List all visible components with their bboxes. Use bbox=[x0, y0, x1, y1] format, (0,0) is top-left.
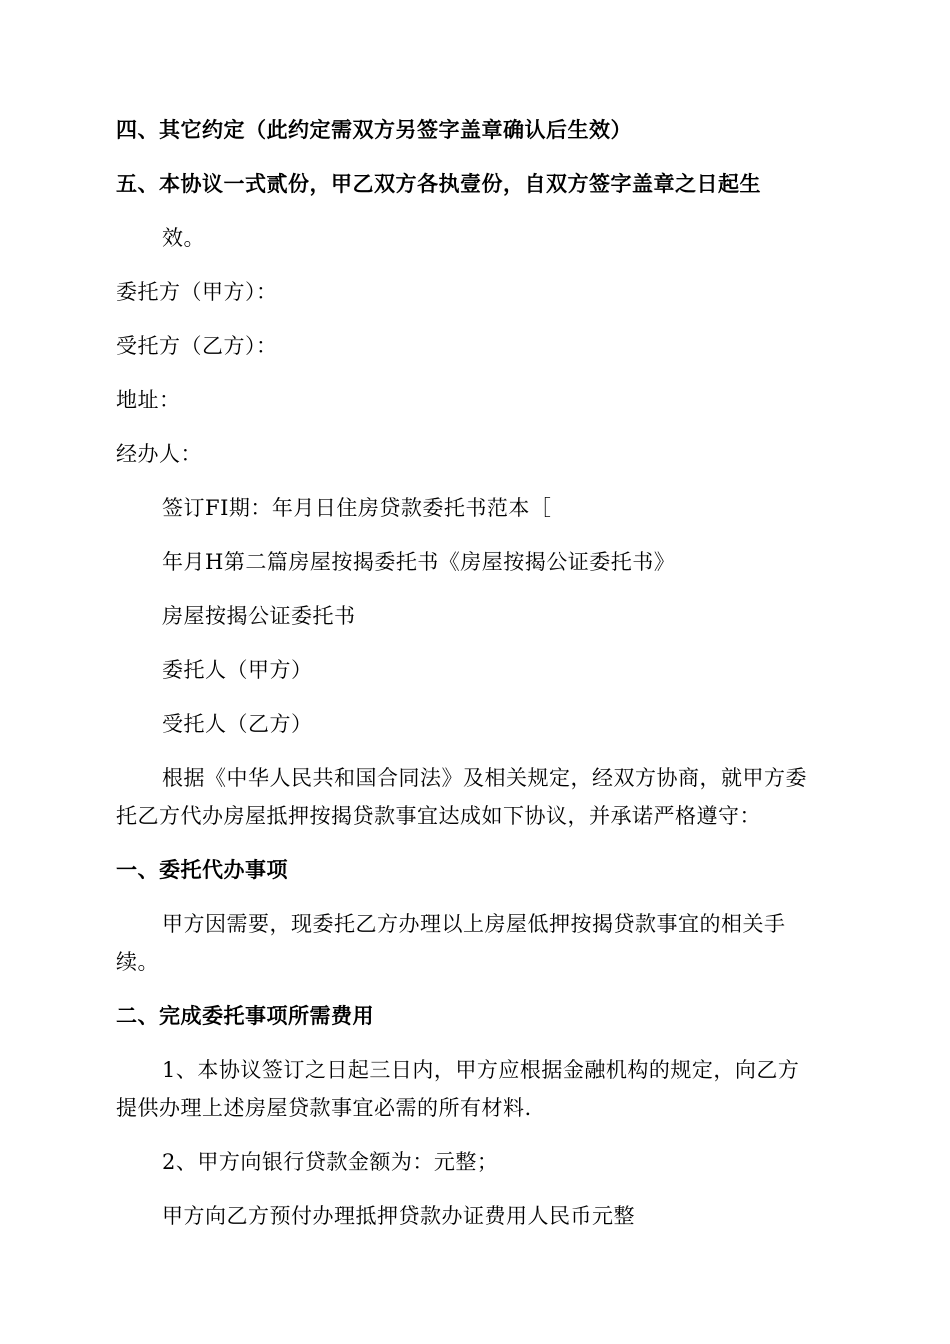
section-5-heading: 五、本协议一式贰份，甲乙双方各执壹份，自双方签字盖章之日起生 bbox=[116, 172, 761, 196]
signing-date-line: 签订FI期：年月日住房贷款委托书范本［ bbox=[162, 496, 552, 520]
clause-1-line-1: 1、本协议签订之日起三日内，甲方应根据金融机构的规定，向乙方 bbox=[162, 1058, 800, 1082]
principal-label: 委托人（甲方） bbox=[162, 658, 313, 682]
preamble-line-1: 根据《中华人民共和国合同法》及相关规定，经双方协商，就甲方委 bbox=[162, 766, 807, 790]
address-label: 地址： bbox=[116, 388, 181, 412]
document-title: 房屋按揭公证委托书 bbox=[162, 604, 356, 628]
agent-label: 受托人（乙方） bbox=[162, 712, 313, 736]
section-5-continuation: 效。 bbox=[162, 226, 205, 250]
section-2-heading: 二、完成委托事项所需费用 bbox=[116, 1004, 374, 1028]
section-1-heading: 一、委托代办事项 bbox=[116, 858, 288, 882]
handler-label: 经办人： bbox=[116, 442, 202, 466]
clause-2-line: 2、甲方向银行贷款金额为：元整； bbox=[162, 1150, 499, 1174]
principal-party-label: 委托方（甲方）： bbox=[116, 280, 278, 304]
agent-party-label: 受托方（乙方）： bbox=[116, 334, 278, 358]
preamble-line-2: 托乙方代办房屋抵押按揭贷款事宜达成如下协议，并承诺严格遵守： bbox=[116, 804, 761, 828]
prepayment-line: 甲方向乙方预付办理抵押贷款办证费用人民币元整 bbox=[162, 1204, 635, 1228]
section-4-heading: 四、其它约定（此约定需双方另签字盖章确认后生效） bbox=[116, 118, 632, 142]
section-1-body-line-2: 续。 bbox=[116, 950, 159, 974]
second-document-title-line: 年月H第二篇房屋按揭委托书《房屋按揭公证委托书》 bbox=[162, 550, 676, 574]
clause-1-line-2: 提供办理上述房屋贷款事宜必需的所有材料. bbox=[116, 1096, 532, 1120]
section-1-body-line-1: 甲方因需要，现委托乙方办理以上房屋低押按揭贷款事宜的相关手 bbox=[162, 912, 786, 936]
